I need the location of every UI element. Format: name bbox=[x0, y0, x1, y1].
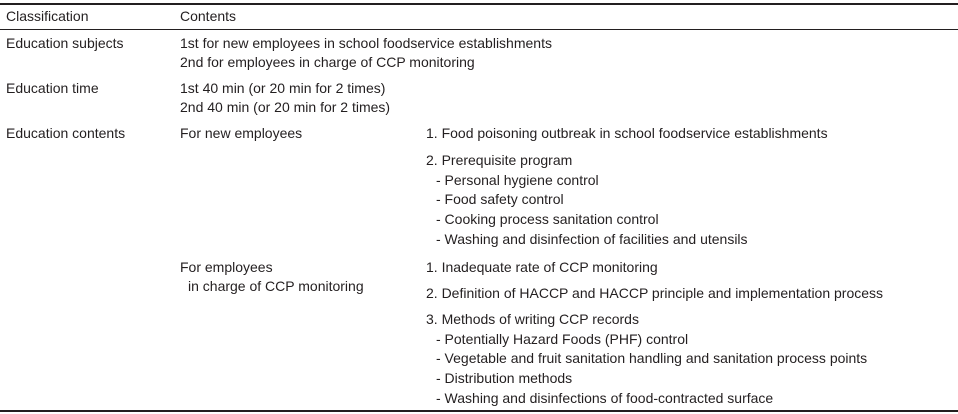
ccp-item-3-sub-2: - Vegetable and fruit sanitation handling and sanitation process points bbox=[436, 350, 868, 366]
time-label: Education time bbox=[6, 80, 99, 96]
subjects-line-2: 2nd for employees in charge of CCP monitoring bbox=[180, 54, 475, 70]
top-rule bbox=[0, 3, 958, 5]
new-item-2-title: 2. Prerequisite program bbox=[426, 152, 573, 168]
time-line-2: 2nd 40 min (or 20 min for 2 times) bbox=[180, 99, 391, 115]
new-item-2-sub-2: - Food safety control bbox=[436, 191, 564, 207]
header-contents: Contents bbox=[180, 8, 237, 24]
new-item-2-sub-4: - Washing and disinfection of facilities and utensils bbox=[436, 231, 748, 247]
new-item-2-sub-1: - Personal hygiene control bbox=[436, 172, 599, 188]
ccp-item-2-title: 2. Definition of HACCP and HACCP principle and implementation process bbox=[426, 285, 884, 301]
contents-label: Education contents bbox=[6, 125, 126, 141]
header-rule bbox=[0, 29, 958, 30]
ccp-item-3-sub-1: - Potentially Hazard Foods (PHF) control bbox=[436, 331, 689, 347]
subjects-label: Education subjects bbox=[6, 35, 124, 51]
ccp-item-3-sub-4: - Washing and disinfections of food-contracted surface bbox=[436, 390, 774, 406]
time-line-1: 1st 40 min (or 20 min for 2 times) bbox=[180, 80, 386, 96]
ccp-item-3-title: 3. Methods of writing CCP records bbox=[426, 311, 639, 327]
ccp-employees-label-1: For employees bbox=[180, 259, 273, 275]
new-item-2-sub-3: - Cooking process sanitation control bbox=[436, 211, 659, 227]
subjects-line-1: 1st for new employees in school foodservice establishments bbox=[180, 35, 552, 51]
new-employees-label: For new employees bbox=[180, 125, 303, 141]
ccp-item-3-sub-3: - Distribution methods bbox=[436, 370, 573, 386]
ccp-employees-label-2: in charge of CCP monitoring bbox=[188, 278, 364, 294]
ccp-item-1-title: 1. Inadequate rate of CCP monitoring bbox=[426, 259, 658, 275]
bottom-rule bbox=[0, 410, 958, 412]
header-classification: Classification bbox=[6, 8, 89, 24]
new-item-1-title: 1. Food poisoning outbreak in school foodservice establishments bbox=[426, 125, 828, 141]
